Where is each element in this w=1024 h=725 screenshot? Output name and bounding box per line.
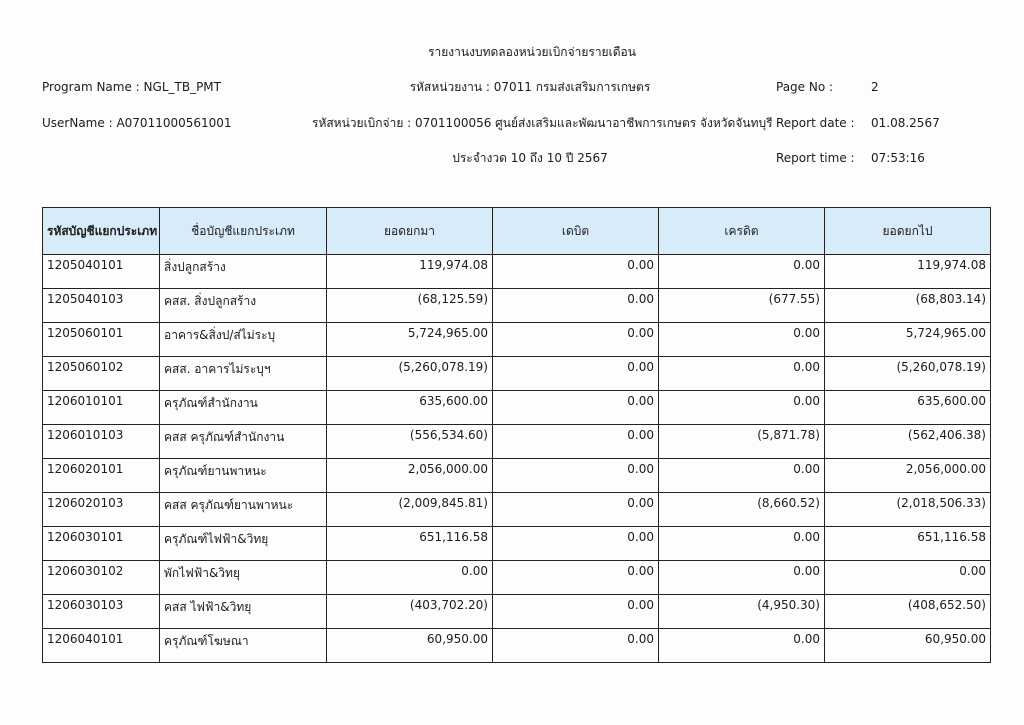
report-period: ประจำงวด 10 ถึง 10 ปี 2567	[452, 151, 608, 165]
table-row	[43, 357, 991, 391]
cell-account-code: 1206030103	[43, 595, 160, 629]
col-header-brought-forward: ยอดยกมา	[327, 208, 493, 255]
cell-debit: 0.00	[493, 595, 659, 629]
cell-debit: 0.00	[493, 289, 659, 323]
cell-brought-forward: 0.00	[327, 561, 493, 595]
cell-debit: 0.00	[493, 425, 659, 459]
report-time-label: Report time :	[776, 151, 855, 165]
col-header-account-code: รหัสบัญชีแยกประเภท	[43, 208, 160, 255]
cell-debit: 0.00	[493, 493, 659, 527]
cell-debit: 0.00	[493, 561, 659, 595]
report-time-value: 07:53:16	[871, 151, 925, 165]
header-row	[43, 208, 991, 255]
cell-account-code: 1206010101	[43, 391, 160, 425]
col-header-credit: เครดิต	[659, 208, 825, 255]
table-row	[43, 493, 991, 527]
cell-debit: 0.00	[493, 255, 659, 289]
cell-account-code: 1205040103	[43, 289, 160, 323]
cell-account-name: คสส ครุภัณฑ์ยานพาหนะ	[160, 493, 327, 527]
cell-debit: 0.00	[493, 629, 659, 663]
cell-brought-forward: 2,056,000.00	[327, 459, 493, 493]
cell-account-name: คสส ครุภัณฑ์สำนักงาน	[160, 425, 327, 459]
page-no-value: 2	[871, 80, 879, 94]
cell-credit: (5,871.78)	[659, 425, 825, 459]
table-row	[43, 425, 991, 459]
cell-carried-forward: 2,056,000.00	[825, 459, 991, 493]
cell-carried-forward: (68,803.14)	[825, 289, 991, 323]
table-row	[43, 391, 991, 425]
program-name-value: NGL_TB_PMT	[143, 80, 221, 94]
cell-account-name: ครุภัณฑ์ไฟฟ้า&วิทยุ	[160, 527, 327, 561]
cell-debit: 0.00	[493, 527, 659, 561]
cell-account-name: คสส. อาคารไม่ระบุฯ	[160, 357, 327, 391]
cell-account-name: ครุภัณฑ์สำนักงาน	[160, 391, 327, 425]
username-value: A07011000561001	[116, 116, 232, 130]
cell-account-name: คสส ไฟฟ้า&วิทยุ	[160, 595, 327, 629]
cell-account-name: ครุภัณฑ์ยานพาหนะ	[160, 459, 327, 493]
cell-debit: 0.00	[493, 459, 659, 493]
cell-account-code: 1206010103	[43, 425, 160, 459]
table-row	[43, 255, 991, 289]
cell-account-name: คสส. สิ่งปลูกสร้าง	[160, 289, 327, 323]
cell-carried-forward: (2,018,506.33)	[825, 493, 991, 527]
cell-brought-forward: (2,009,845.81)	[327, 493, 493, 527]
cell-account-code: 1206020103	[43, 493, 160, 527]
cell-credit: 0.00	[659, 527, 825, 561]
cell-carried-forward: 0.00	[825, 561, 991, 595]
cell-debit: 0.00	[493, 357, 659, 391]
cell-debit: 0.00	[493, 323, 659, 357]
cell-carried-forward: (562,406.38)	[825, 425, 991, 459]
cell-account-code: 1205060101	[43, 323, 160, 357]
cell-brought-forward: 119,974.08	[327, 255, 493, 289]
table-row	[43, 459, 991, 493]
table-row	[43, 527, 991, 561]
trial-balance-table	[42, 207, 991, 663]
cell-brought-forward: (5,260,078.19)	[327, 357, 493, 391]
page-no-label: Page No :	[776, 80, 834, 94]
cell-account-code: 1206030102	[43, 561, 160, 595]
cell-carried-forward: (408,652.50)	[825, 595, 991, 629]
cell-credit: (4,950.30)	[659, 595, 825, 629]
cell-credit: 0.00	[659, 391, 825, 425]
cell-carried-forward: (5,260,078.19)	[825, 357, 991, 391]
col-header-account-name: ชื่อบัญชีแยกประเภท	[160, 208, 327, 255]
report-date-value: 01.08.2567	[871, 116, 940, 130]
report-date-label: Report date :	[776, 116, 855, 130]
cell-brought-forward: 651,116.58	[327, 527, 493, 561]
program-name-label: Program Name :	[42, 80, 140, 94]
program-name	[42, 80, 221, 94]
cell-carried-forward: 60,950.00	[825, 629, 991, 663]
cell-brought-forward: 60,950.00	[327, 629, 493, 663]
cell-carried-forward: 119,974.08	[825, 255, 991, 289]
table-row	[43, 629, 991, 663]
cell-account-code: 1205060102	[43, 357, 160, 391]
cell-account-name: พักไฟฟ้า&วิทยุ	[160, 561, 327, 595]
cell-credit: 0.00	[659, 459, 825, 493]
cell-carried-forward: 651,116.58	[825, 527, 991, 561]
username	[42, 116, 232, 130]
cell-carried-forward: 5,724,965.00	[825, 323, 991, 357]
cell-credit: (677.55)	[659, 289, 825, 323]
cell-credit: (8,660.52)	[659, 493, 825, 527]
table-row	[43, 289, 991, 323]
cell-carried-forward: 635,600.00	[825, 391, 991, 425]
col-header-debit: เดบิต	[493, 208, 659, 255]
cell-brought-forward: (68,125.59)	[327, 289, 493, 323]
cell-account-name: สิ่งปลูกสร้าง	[160, 255, 327, 289]
cell-brought-forward: (556,534.60)	[327, 425, 493, 459]
cell-account-code: 1206030101	[43, 527, 160, 561]
cell-account-code: 1206040101	[43, 629, 160, 663]
report-title: รายงานงบทดลองหน่วยเบิกจ่ายรายเดือน	[428, 45, 636, 59]
cell-credit: 0.00	[659, 255, 825, 289]
agency-code: รหัสหน่วยงาน : 07011 กรมส่งเสริมการเกษตร	[409, 80, 651, 94]
cell-credit: 0.00	[659, 561, 825, 595]
disbursing-unit: รหัสหน่วยเบิกจ่าย : 0701100056 ศูนย์ส่งเสริมและพัฒนาอาชีพการเกษตร จังหวัดจันทบุรี	[312, 116, 773, 130]
table-row	[43, 595, 991, 629]
username-label: UserName :	[42, 116, 113, 130]
col-header-carried-forward: ยอดยกไป	[825, 208, 991, 255]
cell-brought-forward: 5,724,965.00	[327, 323, 493, 357]
cell-brought-forward: (403,702.20)	[327, 595, 493, 629]
table-row	[43, 561, 991, 595]
cell-brought-forward: 635,600.00	[327, 391, 493, 425]
cell-account-name: อาคาร&สิ่งป/ส่ไม่ระบุ	[160, 323, 327, 357]
cell-account-name: ครุภัณฑ์โฆษณา	[160, 629, 327, 663]
table-body	[43, 255, 991, 663]
cell-account-code: 1205040101	[43, 255, 160, 289]
cell-credit: 0.00	[659, 629, 825, 663]
cell-debit: 0.00	[493, 391, 659, 425]
cell-credit: 0.00	[659, 357, 825, 391]
table-header	[43, 208, 991, 255]
cell-account-code: 1206020101	[43, 459, 160, 493]
cell-credit: 0.00	[659, 323, 825, 357]
table-row	[43, 323, 991, 357]
